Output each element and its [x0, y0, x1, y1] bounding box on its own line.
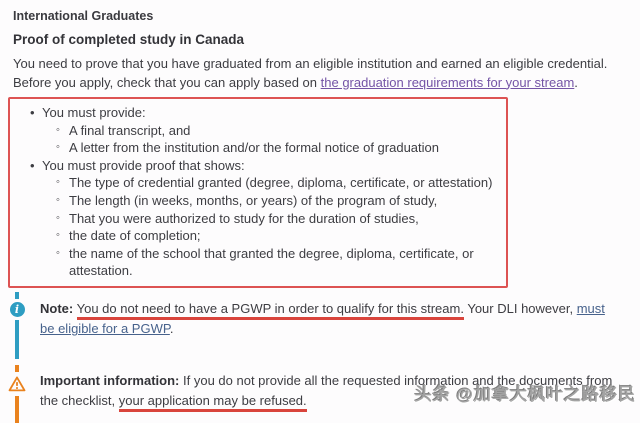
page — [0, 9, 640, 423]
requirement-item: ◦ the name of the school that granted the degree, diploma, certificate, or attestation. — [10, 245, 506, 280]
section-heading: International Graduates — [13, 9, 154, 23]
requirements-list — [10, 104, 506, 280]
important-icon-column — [9, 365, 25, 423]
requirement-item: ◦ A letter from the institution and/or the formal notice of graduation — [10, 139, 506, 157]
note-text — [40, 292, 614, 359]
intro-paragraph — [13, 55, 626, 92]
requirement-item: ◦ That you were authorized to study for the duration of studies, — [10, 210, 506, 228]
pgwp-eligible-link[interactable]: must be eligible for a PGWP — [40, 300, 605, 337]
requirement-item: ◦ The type of credential granted (degree, diploma, certificate, or attestation) — [10, 174, 506, 192]
page-title: Proof of completed study in Canada — [13, 32, 245, 47]
important-highlighted-text: your application may be refused. — [119, 393, 307, 412]
note-icon-column — [9, 292, 25, 359]
note-bar-top — [15, 292, 19, 299]
important-bar-top — [15, 365, 19, 372]
graduation-requirements-link[interactable]: the graduation requirements for your stream — [320, 74, 575, 90]
warning-icon — [8, 375, 26, 393]
toutiao-watermark: 头条 @加拿大枫叶之路移民 — [414, 385, 636, 404]
note-highlighted-text: You do not need to have a PGWP in order to qualify for this stream. — [77, 301, 464, 320]
note-period: . — [169, 321, 174, 337]
requirement-item: ◦ the date of completion; — [10, 227, 506, 245]
requirement-sublist — [10, 174, 506, 280]
important-body-text: If you do not provide all the requested information and the documents from the checklist, — [40, 372, 613, 408]
requirement-item: ◦ The length (in weeks, months, or years) of the program of study, — [10, 192, 506, 210]
requirement-sublist — [10, 122, 506, 157]
requirements-annotation-box — [8, 97, 508, 288]
note-callout — [0, 292, 640, 359]
requirement-group-label: • You must provide: — [10, 104, 506, 122]
info-icon: i — [10, 302, 25, 317]
requirement-group-label: • You must provide proof that shows: — [10, 157, 506, 175]
intro-text: You need to prove that you have graduated from an eligible institution and earned an eligible credential. Before you apply, check that you can apply based on — [13, 56, 608, 90]
important-label: Important information: — [40, 372, 180, 388]
note-middle-text: Your DLI however, — [467, 300, 577, 316]
intro-period: . — [574, 74, 578, 90]
note-label: Note: — [40, 300, 74, 316]
requirement-item: ◦ A final transcript, and — [10, 122, 506, 140]
note-bar — [15, 320, 19, 359]
